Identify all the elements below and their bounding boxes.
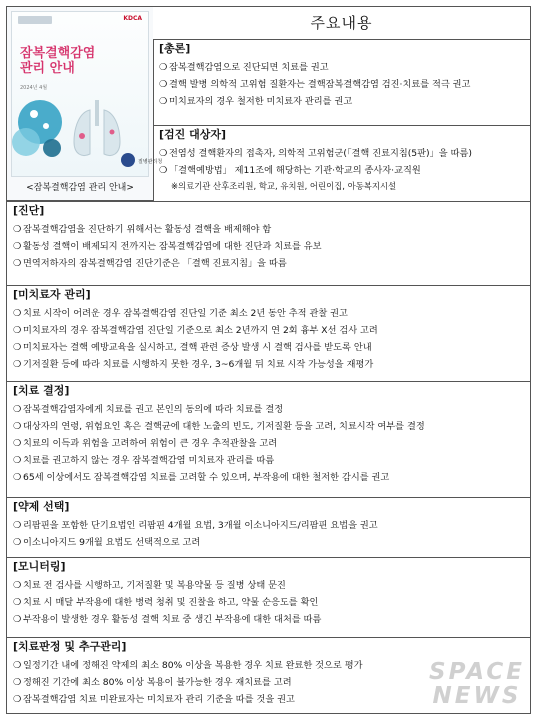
bullet-item bbox=[159, 162, 524, 179]
bullet-item bbox=[13, 577, 524, 594]
bullet-item-text: 일정기간 내에 정해진 약제의 최소 80% 이상을 복용한 경우 치료 완료한 것으로 평가 bbox=[23, 660, 363, 671]
section-monitoring bbox=[7, 557, 530, 637]
bullet-item-text: 미치료자의 경우 철저한 미치료자 관리를 권고 bbox=[169, 96, 353, 107]
bullet-circle-icon: ❍ bbox=[13, 438, 22, 449]
bullet-item bbox=[13, 611, 524, 628]
section-note: ※의료기관 산후조리원, 학교, 유치원, 어린이집, 아동복지시설 bbox=[171, 181, 397, 191]
bullet-item bbox=[13, 517, 524, 534]
section-title: [검진 대상자] bbox=[159, 128, 227, 141]
section-drug-selection bbox=[7, 497, 530, 557]
brochure-cover bbox=[7, 7, 163, 201]
bullet-circle-icon: ❍ bbox=[13, 325, 22, 336]
watermark-line2: NEWS bbox=[432, 683, 522, 709]
cover-date: 2024년 4월 bbox=[20, 85, 48, 91]
cover-title-line2: 관리 안내 bbox=[20, 61, 75, 76]
bullet-item-text: 활동성 결핵이 배제되지 전까지는 잠복결핵감염에 대한 진단과 치료를 유보 bbox=[23, 241, 322, 252]
bullet-item-text: 기저질환 등에 따라 치료를 시행하지 못한 경우, 3~6개월 뒤 치료 시작 가능성을 재평가 bbox=[23, 359, 374, 370]
bullet-circle-icon: ❍ bbox=[13, 342, 22, 353]
section-overview bbox=[153, 39, 530, 125]
section-title: [치료판정 및 추구관리] bbox=[13, 640, 127, 653]
bullet-item-text: 잠복결핵감염으로 진단되면 치료를 권고 bbox=[169, 62, 329, 73]
bullet-item-text: 65세 이상에서도 잠복결핵감염 치료를 고려할 수 있으며, 부작용에 대한 철저한 감시를 권고 bbox=[23, 472, 390, 483]
section-title: [약제 선택] bbox=[13, 500, 70, 513]
bullet-item bbox=[13, 452, 524, 469]
bullet-item bbox=[13, 418, 524, 435]
bullet-circle-icon: ❍ bbox=[13, 421, 22, 432]
bullet-item bbox=[13, 435, 524, 452]
table-header: 주요내용 bbox=[153, 7, 530, 40]
bullet-item-text: 치료의 이득과 위험을 고려하여 위험이 큰 경우 추적관찰을 고려 bbox=[23, 438, 278, 449]
bullet-item bbox=[13, 356, 524, 373]
bullet-item-text: 부작용이 발생한 경우 활동성 결핵 치료 중 생긴 부작용에 대한 대처를 따름 bbox=[23, 614, 322, 625]
bullet-item bbox=[159, 59, 524, 76]
bullet-item-text: 치료를 권고하지 않는 경우 잠복결핵감염 미치료자 관리를 따름 bbox=[23, 455, 275, 466]
bullet-item bbox=[159, 145, 524, 162]
cover-title-line1: 잠복결핵감염 bbox=[20, 46, 96, 61]
bullet-item-text: 면역저하자의 잠복결핵감염 진단기준은 「결핵 진료지침」을 따름 bbox=[23, 258, 287, 269]
bullet-item-text: 미치료자는 결핵 예방교육을 실시하고, 결핵 관련 증상 발생 시 결핵 검사를 받도록 안내 bbox=[23, 342, 372, 353]
bullet-item bbox=[13, 594, 524, 611]
bullet-item-text: 치료 전 검사를 시행하고, 기저질환 및 복용약물 등 질병 상태 문진 bbox=[23, 580, 286, 591]
bullet-circle-icon: ❍ bbox=[159, 96, 168, 107]
section-treatment-decision bbox=[7, 381, 530, 497]
publisher-logo-icon bbox=[18, 16, 52, 24]
bullet-circle-icon: ❍ bbox=[13, 404, 22, 415]
bullet-item bbox=[13, 401, 524, 418]
bullet-circle-icon: ❍ bbox=[13, 537, 22, 548]
content-table bbox=[6, 6, 531, 714]
bullet-item-text: 대상자의 연령, 위험요인 혹은 결핵균에 대한 노출의 빈도, 기저질환 등을 고려, 치료시작 여부를 결정 bbox=[23, 421, 425, 432]
bullet-circle-icon: ❍ bbox=[13, 597, 22, 608]
bullet-circle-icon: ❍ bbox=[13, 241, 22, 252]
bullet-item bbox=[13, 534, 524, 551]
section-title: [미치료자 관리] bbox=[13, 288, 91, 301]
bullet-item bbox=[159, 93, 524, 110]
bullet-item bbox=[13, 305, 524, 322]
section-title: [모니터링] bbox=[13, 560, 66, 573]
bullet-circle-icon: ❍ bbox=[13, 224, 22, 235]
bullet-item bbox=[159, 76, 524, 93]
section-screening-targets bbox=[153, 125, 530, 201]
section-diagnosis bbox=[7, 201, 530, 285]
cover-title bbox=[20, 46, 95, 76]
bullet-circle-icon: ❍ bbox=[159, 148, 168, 159]
bullet-item-text: 치료 시작이 어려운 경우 잠복결핵감염 진단일 기준 최소 2년 동안 추적 관찰 권고 bbox=[23, 308, 348, 319]
bullet-circle-icon: ❍ bbox=[13, 660, 22, 671]
bullet-item bbox=[13, 221, 524, 238]
brochure-cover-image bbox=[11, 11, 163, 177]
bullet-item-text: 「결핵예방법」 제11조에 해당하는 기관·학교의 종사자·교직원 bbox=[169, 165, 421, 176]
cover-logos: KDCA bbox=[123, 15, 142, 22]
bullet-circle-icon: ❍ bbox=[159, 62, 168, 73]
watermark-line1: SPACE bbox=[429, 659, 525, 685]
section-title: [총론] bbox=[159, 42, 191, 55]
bullet-item bbox=[13, 255, 524, 272]
bullet-circle-icon: ❍ bbox=[13, 258, 22, 269]
bullet-item bbox=[13, 322, 524, 339]
bullet-circle-icon: ❍ bbox=[159, 79, 168, 90]
bullet-item-text: 잠복결핵감염자에게 치료를 권고 본인의 동의에 따라 치료를 결정 bbox=[23, 404, 284, 415]
bullet-circle-icon: ❍ bbox=[13, 694, 22, 705]
bullet-circle-icon: ❍ bbox=[13, 455, 22, 466]
bullet-item-text: 잠복결핵감염 치료 미완료자는 미치료자 관리 기준을 따를 것을 권고 bbox=[23, 694, 295, 705]
bullet-item-text: 정해진 기간에 최소 80% 이상 복용이 불가능한 경우 재치료를 고려 bbox=[23, 677, 292, 688]
cover-agency-name: 질병관리청 bbox=[138, 159, 163, 165]
bullet-item bbox=[13, 469, 524, 486]
bullet-item-text: 이소니아지드 9개월 요법도 선택적으로 고려 bbox=[23, 537, 201, 548]
section-title: [진단] bbox=[13, 204, 45, 217]
bullet-circle-icon: ❍ bbox=[13, 614, 22, 625]
section-untreated-management bbox=[7, 285, 530, 381]
lungs-illustration-icon bbox=[12, 92, 163, 172]
bullet-circle-icon: ❍ bbox=[13, 520, 22, 531]
bullet-item bbox=[13, 339, 524, 356]
bullet-item-text: 결핵 발병 의학적 고위험 질환자는 결핵잠복결핵감염 검진·치료를 적극 권고 bbox=[169, 79, 471, 90]
bullet-item-text: 전염성 결핵환자의 접촉자, 의학적 고위험군(「결핵 진료지침(5판)」을 따름) bbox=[169, 148, 472, 159]
section-title: [치료 결정] bbox=[13, 384, 70, 397]
bullet-circle-icon: ❍ bbox=[13, 580, 22, 591]
bullet-item-text: 리팜핀을 포함한 단기요법인 리팜핀 4개월 요법, 3개월 이소니아지드/리팜핀 요법을 권고 bbox=[23, 520, 378, 531]
cover-caption: <잠복결핵감염 관리 안내> bbox=[26, 183, 134, 193]
bullet-circle-icon: ❍ bbox=[13, 308, 22, 319]
bullet-item bbox=[13, 238, 524, 255]
bullet-item-text: 미치료자의 경우 잠복결핵감염 진단일 기준으로 최소 2년까지 연 2회 흉부 X선 검사 고려 bbox=[23, 325, 378, 336]
bullet-circle-icon: ❍ bbox=[13, 472, 22, 483]
bullet-item-text: 치료 시 매달 부작용에 대한 병력 청취 및 진찰을 하고, 약물 순응도를 확인 bbox=[23, 597, 319, 608]
watermark bbox=[429, 660, 525, 708]
bullet-circle-icon: ❍ bbox=[13, 359, 22, 370]
bullet-circle-icon: ❍ bbox=[159, 165, 168, 176]
bullet-item-text: 잠복결핵감염을 진단하기 위해서는 활동성 결핵을 배제해야 함 bbox=[23, 224, 272, 235]
bullet-circle-icon: ❍ bbox=[13, 677, 22, 688]
